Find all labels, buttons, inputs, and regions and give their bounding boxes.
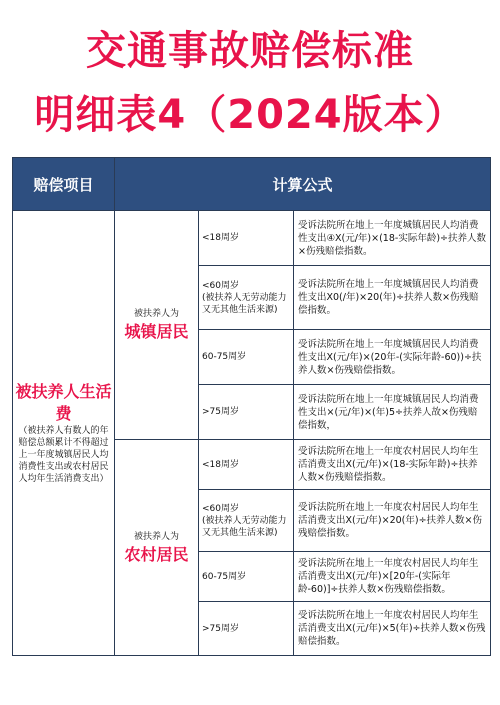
header-formula: 计算公式	[115, 158, 491, 211]
item-title: 被扶养人生活费	[15, 382, 112, 423]
table-row	[13, 211, 491, 266]
age-cell: >75周岁	[199, 385, 294, 440]
age-cell: >75周岁	[199, 602, 294, 656]
age-cell: <18周岁	[199, 440, 294, 490]
formula-cell: 受诉法院所在地上一年度农村居民人均年生活消费支出X(元/年)×[20年-(实际年龄-60)]÷扶养人数×伤残赔偿指数。	[294, 552, 491, 602]
age-cell: 60-75周岁	[199, 552, 294, 602]
group-urban-name: 城镇居民	[124, 322, 189, 341]
table-header-row	[13, 158, 491, 211]
age-cell: <60周岁 (被扶养人无劳动能力又无其他生活来源)	[199, 266, 294, 330]
group-rural-cell	[115, 440, 199, 656]
compensation-table	[12, 157, 491, 656]
header-item: 赔偿项目	[13, 158, 115, 211]
group-rural-name: 农村居民	[124, 544, 189, 564]
item-cell	[13, 211, 115, 656]
age-cell: <60周岁 (被扶养人无劳动能力又无其他生活来源)	[199, 490, 294, 552]
formula-cell: 受诉法院所在地上一年度农村居民人均年生活消费支出X(元/年)×5(年)÷扶养人数×伤残赔偿指数。	[294, 602, 491, 656]
age-cell: 60-75周岁	[199, 330, 294, 385]
group-urban-prefix: 被扶养人为	[133, 309, 179, 319]
formula-cell: 受诉法院所在地上一年度城镇居民人均消费性支出④X(元/年)×(18-实际年龄)÷扶养人数×伤残赔偿指数。	[294, 211, 491, 266]
group-rural-prefix: 被扶养人为	[133, 531, 179, 542]
item-note: （被扶养人有数人的年赔偿总额累计不得超过上一年度城镇居民人均消费性支出或农村居民人均年生活消费支出）	[18, 426, 109, 484]
formula-cell: 受诉法院所在地上一年度城镇居民人均消费性支出X(元/年)×(20年-(实际年龄-60))÷扶养人数×伤残赔偿指数。	[294, 330, 491, 385]
age-cell: <18周岁	[199, 211, 294, 266]
formula-cell: 受诉法院所在地上一年度城镇居民人均消费性支出X0(/年)×20(年)÷扶养人数×伤残赔偿指数。	[294, 266, 491, 330]
group-urban-cell	[115, 211, 199, 440]
formula-cell: 受诉法院所在地上一年度城镇居民人均消费性支出×(元/年)×(年)5÷扶养人故×伤残赔偿指数，	[294, 385, 491, 440]
formula-cell: 受诉法院所在地上一年度农村居民人均年生活消费支出X(元/年)×20(年)÷扶养人数×伤残赔偿指数。	[294, 490, 491, 552]
page-title-line2: 明细表4（2024版本）	[34, 92, 466, 138]
page-title-line1: 交通事故赔偿标准	[86, 28, 414, 74]
formula-cell: 受诉法院所在地上一年度农村居民人均年生活消费支出X(元/年)×(18-实际年龄)÷扶养人数×伤残赔偿指数。	[294, 440, 491, 490]
